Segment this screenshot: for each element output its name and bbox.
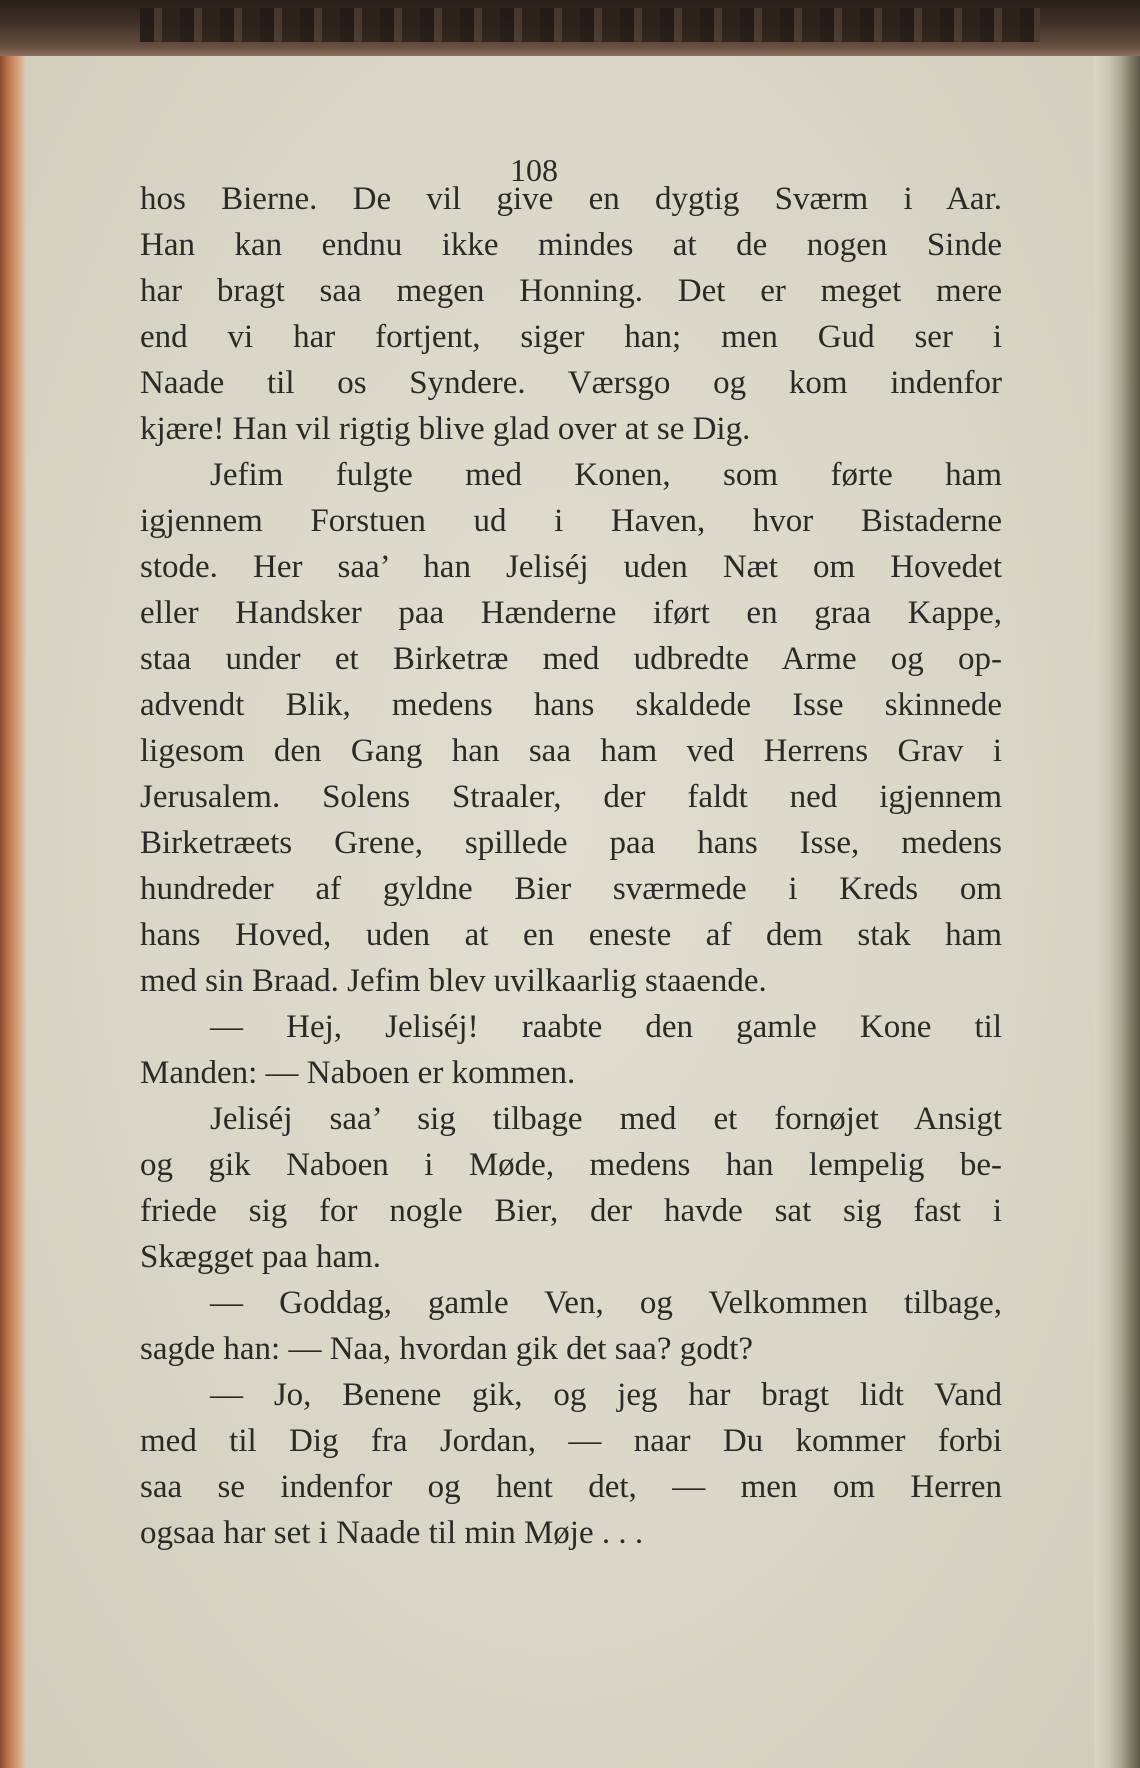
text-line: — Goddag, gamle Ven, og Velkommen tilbage, <box>210 1285 1002 1321</box>
page-number: 108 <box>510 152 558 188</box>
text-line: — Hej, Jeliséj! raabte den gamle Kone til <box>210 1009 1002 1045</box>
text-line: hans Hoved, uden at en eneste af dem stak ham <box>140 917 1002 953</box>
text-line: advendt Blik, medens hans skaldede Isse skinnede <box>140 687 1002 723</box>
text-line: staa under et Birketræ med udbredte Arme og op- <box>140 641 1002 677</box>
text-line: igjennem Forstuen ud i Haven, hvor Bistaderne <box>140 503 1002 539</box>
book-spine-pattern <box>140 8 1040 42</box>
text-line: hos Bierne. De vil give en dygtig Sværm i Aar. <box>140 181 1002 217</box>
text-line: ligesom den Gang han saa ham ved Herrens Grav i <box>140 733 1002 769</box>
text-line: Skægget paa ham. <box>140 1239 382 1275</box>
text-line: kjære! Han vil rigtig blive glad over at se Dig. <box>140 411 751 447</box>
book-top-edge <box>0 0 1140 56</box>
text-line: Jerusalem. Solens Straaler, der faldt ned igjennem <box>140 779 1002 815</box>
text-line: friede sig for nogle Bier, der havde sat sig fast i <box>140 1193 1002 1229</box>
text-line: Jefim fulgte med Konen, som førte ham <box>210 457 1002 493</box>
text-line: saa se indenfor og hent det, — men om Herren <box>140 1469 1002 1505</box>
text-line: sagde han: — Naa, hvordan gik det saa? godt? <box>140 1331 754 1367</box>
text-line: Jeliséj saa’ sig tilbage med et fornøjet Ansigt <box>210 1101 1002 1137</box>
text-line: ogsaa har set i Naade til min Møje . . . <box>140 1515 644 1551</box>
body-text <box>140 176 1002 1556</box>
text-line: Naade til os Syndere. Værsgo og kom indenfor <box>140 365 1002 401</box>
text-line: Han kan endnu ikke mindes at de nogen Sinde <box>140 227 1002 263</box>
text-line: Manden: — Naboen er kommen. <box>140 1055 576 1091</box>
text-line: end vi har fortjent, siger han; men Gud ser i <box>140 319 1002 355</box>
text-line: og gik Naboen i Møde, medens han lempelig be- <box>140 1147 1002 1183</box>
text-line: — Jo, Benene gik, og jeg har bragt lidt Vand <box>210 1377 1002 1413</box>
book-left-edge <box>0 56 26 1768</box>
text-line: med til Dig fra Jordan, — naar Du kommer forbi <box>140 1423 1002 1459</box>
text-line: med sin Braad. Jefim blev uvilkaarlig staaende. <box>140 963 767 999</box>
text-line: Birketræets Grene, spillede paa hans Isse, medens <box>140 825 1002 861</box>
text-line: stode. Her saa’ han Jeliséj uden Næt om Hovedet <box>140 549 1002 585</box>
text-line: eller Handsker paa Hænderne iført en graa Kappe, <box>140 595 1002 631</box>
book-right-edge <box>1094 56 1140 1768</box>
text-line: har bragt saa megen Honning. Det er meget mere <box>140 273 1002 309</box>
text-line: hundreder af gyldne Bier sværmede i Kreds om <box>140 871 1002 907</box>
